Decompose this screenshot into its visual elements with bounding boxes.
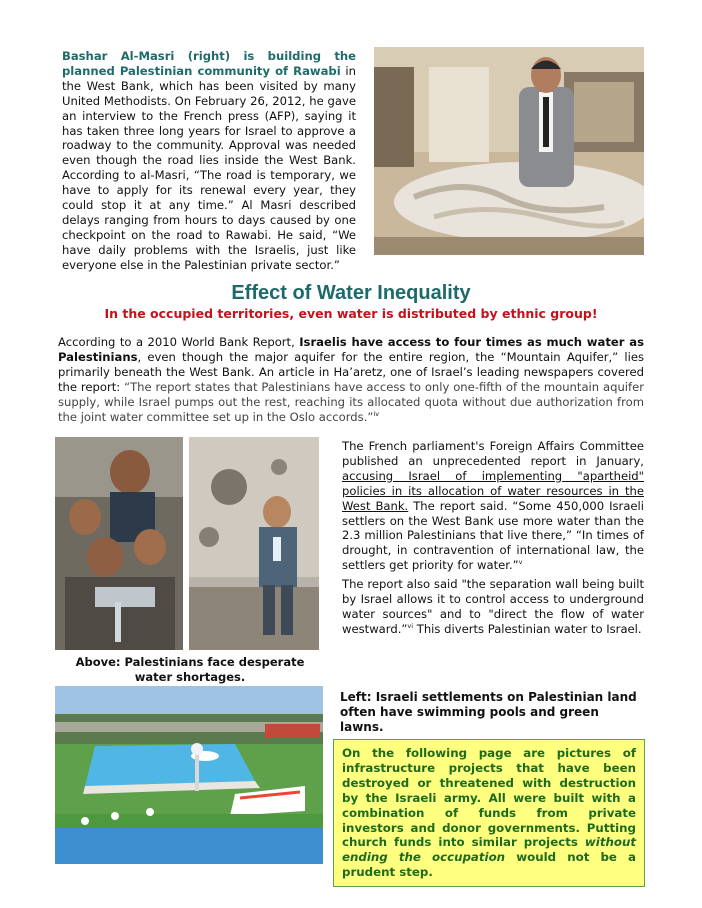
footnote-vi: vi [407, 621, 414, 630]
p3-text-b: This diverts Palestinian water to Israel. [413, 621, 642, 636]
p1-quote: “The report states that Palestinians have access to only one-fifth of the mountain aquifer supply, while Israel pumps out the rest, reaching its allocated quota without due authorization from the joint water committee set up in the Oslo accords.” [58, 379, 644, 424]
note-box [333, 739, 645, 887]
p2-text-a: The French parliament's Foreign Affairs Committee published an unprecedented report in January, [342, 439, 644, 468]
note-italic: without ending the occupation [342, 835, 636, 865]
section-subtitle: In the occupied territories, even water is distributed by ethnic group! [104, 306, 598, 321]
intro-bold: Bashar Al-Masri (right) is building the planned Palestinian community of Rawabi [62, 49, 356, 78]
p2-underlined: accusing Israel of implementing "apartheid" policies in its allocation of water resources in the West Bank. [342, 468, 644, 513]
footnote-v: v [518, 558, 523, 567]
photo-boy-bottle [189, 437, 319, 650]
p1-text-a: According to a 2010 World Bank Report, [58, 335, 300, 349]
caption-left: Left: Israeli settlements on Palestinian land often have swimming pools and green lawns. [340, 690, 637, 734]
photo-settlement-pool [55, 686, 323, 864]
intro-text: in the West Bank, which has been visited by many United Methodists. On February 26, 2012, he gave an interview to the French press (AFP), saying it has taken three long years for Israel to approve a roadway to the community. Approval was needed even though the road lies inside the West Bank. According to al-Masri, “The road is temporary, we have to apply for its renewal every year, they could stop it at any time.” Al Masri described delays ranging from hours to days caused by one checkpoint on the road to Rawabi. He said, “We have daily problems with the Israelis, just like everyone else in the Palestinian private sector.” [62, 63, 356, 272]
p3-text-a: The report also said "the separation wall being built by Israel allows it to control access to underground water sources" and to "direct the flow of water westward.” [342, 577, 644, 636]
p1-text-b: , even though the major aquifer for the entire region, the “Mountain Aquifer,” lies primarily beneath the West Bank. An article in Ha’aretz, one of Israel’s leading newspapers covered the report: [58, 349, 644, 394]
note-text-b: would not be a prudent step. [342, 850, 637, 880]
intro-paragraph [62, 49, 356, 273]
photo-al-masri-model [374, 47, 644, 255]
separation-wall-paragraph [342, 577, 644, 637]
caption-above: Above: Palestinians face desperate water shortages. [75, 655, 305, 684]
p1-bold: Israelis have access to four times as much water as Palestinians [58, 335, 644, 364]
french-report-paragraph [342, 439, 644, 573]
section-title: Effect of Water Inequality [231, 282, 471, 304]
p2-text-b: The report said. “Some 450,000 Israeli settlers on the West Bank use more water than the 2.3 million Palestinians that live there,” “In times of drought, in contravention of international law, the settlers get priority for water.” [342, 498, 644, 573]
footnote-iv: iv [373, 409, 380, 418]
note-text-a: On the following page are pictures of infrastructure projects that have been destroyed or threatened with destruction by the Israeli army. All were built with a combination of funds from private investors and donor governments. Putting church funds into similar projects [342, 746, 636, 850]
photo-children-water [55, 437, 183, 650]
world-bank-paragraph [58, 335, 644, 424]
